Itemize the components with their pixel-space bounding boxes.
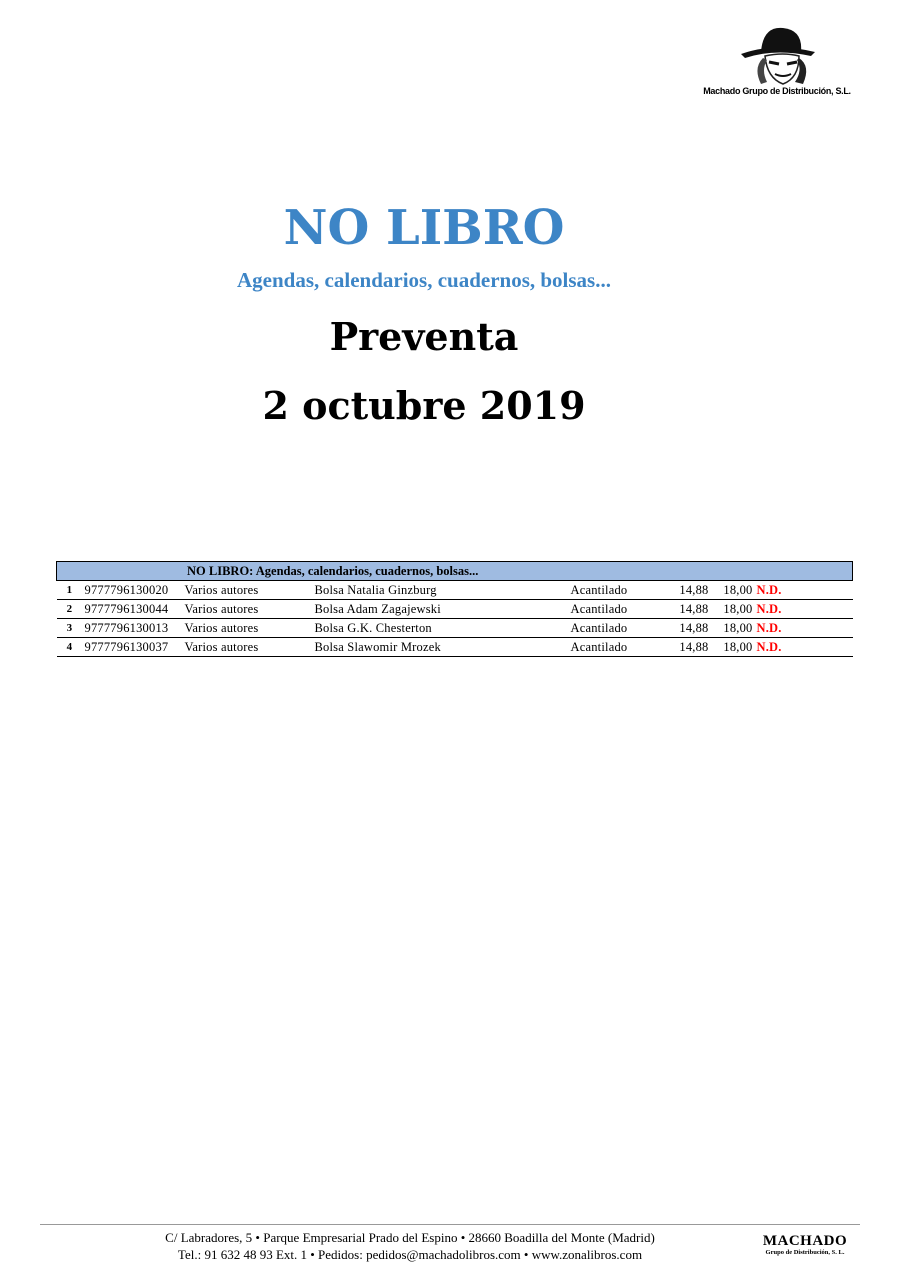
isbn: 9777796130037 [83,638,183,657]
logo-caption: Machado Grupo de Distribución, S.L. [703,86,851,96]
price-retail: 18,00 [711,619,755,638]
price-net: 14,88 [669,581,711,600]
book-title: Bolsa Natalia Ginzburg [313,581,569,600]
presale-heading: Preventa [329,314,519,359]
price-net: 14,88 [669,638,711,657]
table-section-header [57,562,853,581]
footer-address-line: C/ Labradores, 5 • Parque Empresarial Prado del Espino • 28660 Boadilla del Monte (Madrid) [165,1230,655,1245]
company-logo [703,22,851,102]
date-heading: 2 octubre 2019 [262,383,586,428]
isbn: 9777796130020 [83,581,183,600]
product-table [56,561,853,657]
row-number: 4 [57,638,83,657]
price-retail: 18,00 [711,638,755,657]
isbn: 9777796130044 [83,600,183,619]
publisher: Acantilado [569,638,669,657]
footer-divider [40,1224,860,1225]
price-net: 14,88 [669,619,711,638]
book-title: Bolsa Adam Zagajewski [313,600,569,619]
publisher: Acantilado [569,619,669,638]
row-number: 3 [57,619,83,638]
status-badge: N.D. [755,619,853,638]
table-row [57,600,853,619]
author: Varios autores [183,619,313,638]
author: Varios autores [183,600,313,619]
section-title: NO LIBRO: Agendas, calendarios, cuadernos, bolsas... [187,563,479,578]
book-title: Bolsa G.K. Chesterton [313,619,569,638]
publisher: Acantilado [569,581,669,600]
brand-subtitle: Grupo de Distribución, S. L. [765,1249,845,1256]
price-net: 14,88 [669,600,711,619]
status-badge: N.D. [755,638,853,657]
price-retail: 18,00 [711,581,755,600]
author: Varios autores [183,638,313,657]
row-number: 2 [57,600,83,619]
row-number: 1 [57,581,83,600]
isbn: 9777796130013 [83,619,183,638]
table-row [57,638,853,657]
footer-address [40,1229,780,1263]
price-retail: 18,00 [711,600,755,619]
brand-name: MACHADO [762,1233,848,1249]
book-title: Bolsa Slawomir Mrozek [313,638,569,657]
hat-man-logo-icon [703,22,851,88]
status-badge: N.D. [755,600,853,619]
status-badge: N.D. [755,581,853,600]
page-subtitle: Agendas, calendarios, cuadernos, bolsas... [237,268,611,292]
table-row [57,581,853,600]
publisher: Acantilado [569,600,669,619]
page-title: NO LIBRO [283,200,565,256]
footer-brand [755,1233,855,1256]
footer-contact-line: Tel.: 91 632 48 93 Ext. 1 • Pedidos: pedidos@machadolibros.com • www.zonalibros.com [177,1247,643,1262]
author: Varios autores [183,581,313,600]
table-row [57,619,853,638]
